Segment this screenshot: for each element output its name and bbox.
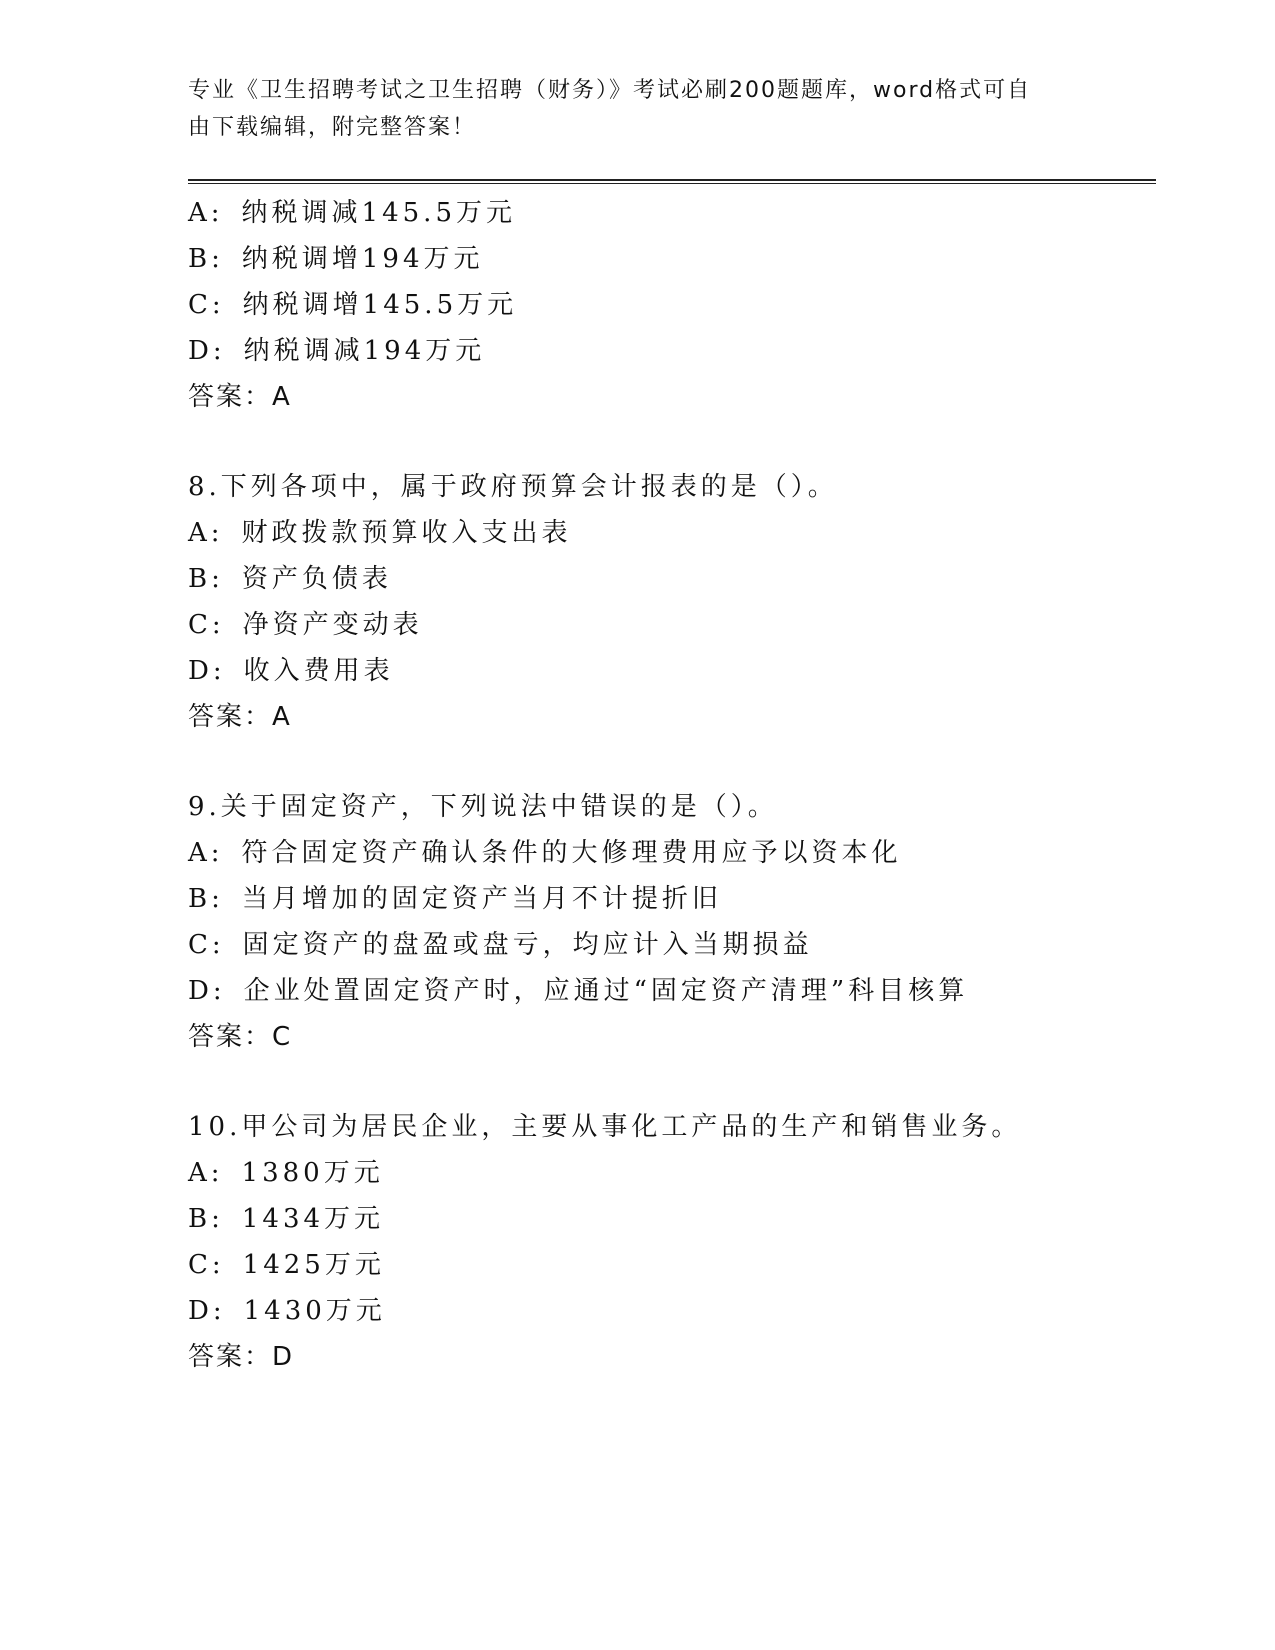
option-letter: D bbox=[188, 1296, 213, 1326]
option-d bbox=[188, 1288, 1148, 1334]
option-text: 收入费用表 bbox=[243, 656, 394, 686]
option-letter: D bbox=[188, 976, 213, 1006]
option-text: 1430万元 bbox=[243, 1296, 386, 1326]
question-block-prev bbox=[188, 190, 1148, 420]
option-letter: A bbox=[188, 518, 211, 548]
question-text: 10.甲公司为居民企业，主要从事化工产品的生产和销售业务。 bbox=[188, 1112, 1022, 1142]
option-letter: B bbox=[188, 884, 212, 914]
question-block-10 bbox=[188, 1104, 1148, 1380]
option-separator: : bbox=[212, 656, 226, 686]
option-separator: : bbox=[210, 838, 224, 868]
option-separator: : bbox=[212, 1296, 226, 1326]
option-separator: : bbox=[211, 564, 224, 594]
option-text: 纳税调增145.5万元 bbox=[242, 290, 518, 320]
option-letter: C bbox=[188, 610, 212, 640]
option-b bbox=[188, 236, 1148, 282]
option-letter: C bbox=[188, 1250, 212, 1280]
option-letter: D bbox=[188, 656, 213, 686]
option-letter: A bbox=[188, 1158, 211, 1188]
option-text: 1425万元 bbox=[242, 1250, 385, 1280]
header-divider-thin bbox=[188, 183, 1156, 184]
option-separator: : bbox=[211, 930, 225, 960]
option-separator: : bbox=[211, 884, 224, 914]
option-d bbox=[188, 648, 1148, 694]
option-text: 净资产变动表 bbox=[242, 610, 423, 640]
document-header bbox=[188, 72, 1088, 146]
option-letter: B bbox=[188, 1204, 212, 1234]
option-d bbox=[188, 328, 1148, 374]
option-letter: B bbox=[188, 244, 212, 274]
option-b bbox=[188, 556, 1148, 602]
header-divider-thick bbox=[188, 179, 1156, 181]
option-d bbox=[188, 968, 1148, 1014]
option-separator: : bbox=[211, 610, 225, 640]
option-c bbox=[188, 1242, 1148, 1288]
question-block-9 bbox=[188, 784, 1148, 1060]
option-separator: : bbox=[211, 1250, 225, 1280]
option-text: 纳税调减145.5万元 bbox=[241, 198, 516, 228]
option-text: 1434万元 bbox=[241, 1204, 385, 1234]
option-a bbox=[188, 190, 1148, 236]
header-line-2: 由下载编辑，附完整答案！ bbox=[188, 115, 477, 140]
question-text: 9.关于固定资产，下列说法中错误的是（）。 bbox=[188, 792, 778, 822]
option-separator: : bbox=[211, 290, 225, 320]
spacer bbox=[188, 1060, 1148, 1104]
option-a bbox=[188, 830, 1148, 876]
option-text: 1380万元 bbox=[241, 1158, 384, 1188]
option-text: 财政拨款预算收入支出表 bbox=[241, 518, 572, 548]
option-separator: : bbox=[210, 198, 224, 228]
question-block-8 bbox=[188, 464, 1148, 740]
option-separator: : bbox=[210, 1158, 224, 1188]
option-separator: : bbox=[212, 976, 226, 1006]
option-text: 企业处置固定资产时，应通过“固定资产清理”科目核算 bbox=[243, 976, 969, 1006]
option-separator: : bbox=[211, 1204, 224, 1234]
option-text: 纳税调减194万元 bbox=[243, 336, 486, 366]
answer-line: 答案：C bbox=[188, 1022, 293, 1052]
option-letter: A bbox=[188, 198, 211, 228]
option-a bbox=[188, 1150, 1148, 1196]
answer-line: 答案：D bbox=[188, 1342, 295, 1372]
option-b bbox=[188, 1196, 1148, 1242]
option-separator: : bbox=[210, 518, 224, 548]
answer-line: 答案：A bbox=[188, 382, 292, 412]
option-b bbox=[188, 876, 1148, 922]
option-letter: A bbox=[188, 838, 211, 868]
option-text: 当月增加的固定资产当月不计提折旧 bbox=[241, 884, 722, 914]
spacer bbox=[188, 740, 1148, 784]
question-list bbox=[188, 190, 1148, 1380]
option-letter: D bbox=[188, 336, 213, 366]
option-text: 纳税调增194万元 bbox=[241, 244, 484, 274]
option-text: 符合固定资产确认条件的大修理费用应予以资本化 bbox=[241, 838, 902, 868]
option-c bbox=[188, 922, 1148, 968]
header-line-1: 专业《卫生招聘考试之卫生招聘（财务）》考试必刷200题题库，word格式可自 bbox=[188, 78, 1032, 103]
option-letter: C bbox=[188, 290, 212, 320]
option-text: 资产负债表 bbox=[241, 564, 392, 594]
answer-line: 答案：A bbox=[188, 702, 292, 732]
option-separator: : bbox=[211, 244, 224, 274]
option-a bbox=[188, 510, 1148, 556]
question-text: 8.下列各项中，属于政府预算会计报表的是（）。 bbox=[188, 472, 838, 502]
option-letter: C bbox=[188, 930, 212, 960]
option-separator: : bbox=[212, 336, 226, 366]
spacer bbox=[188, 420, 1148, 464]
option-text: 固定资产的盘盈或盘亏，均应计入当期损益 bbox=[242, 930, 813, 960]
option-c bbox=[188, 602, 1148, 648]
option-c bbox=[188, 282, 1148, 328]
option-letter: B bbox=[188, 564, 212, 594]
